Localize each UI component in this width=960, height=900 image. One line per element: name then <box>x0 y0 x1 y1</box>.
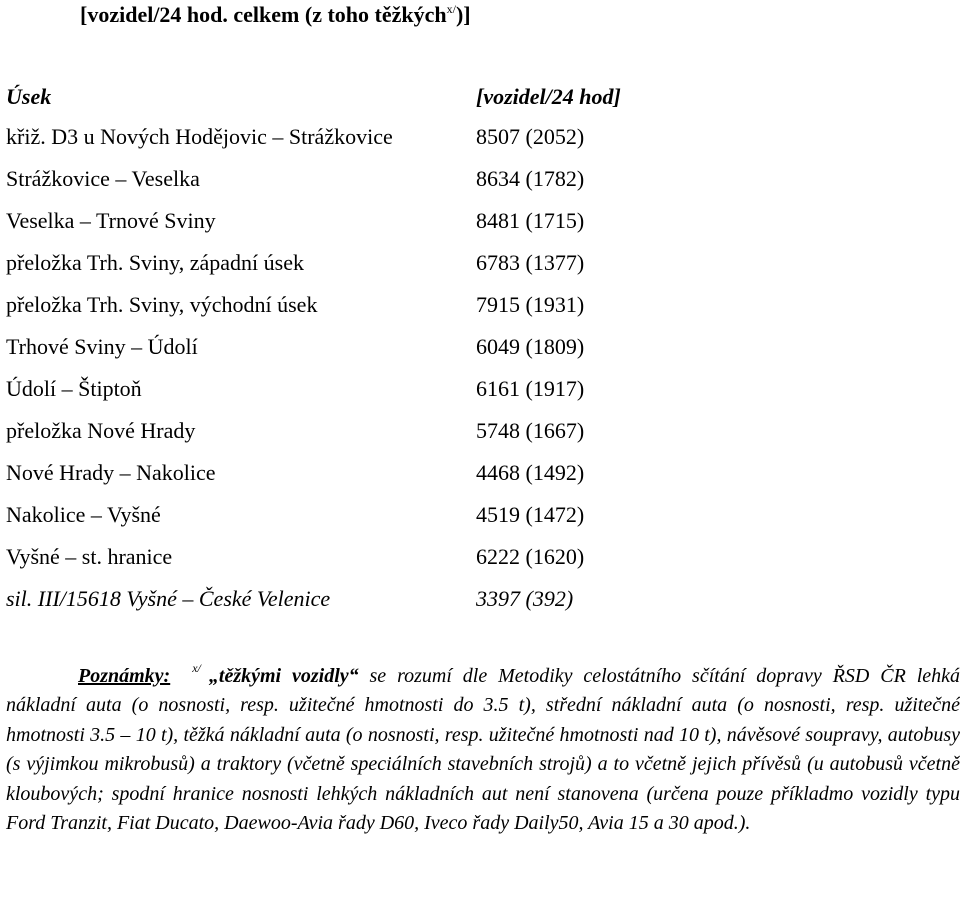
table-row <box>0 460 960 490</box>
section-cell: křiž. D3 u Nových Hodějovic – Strážkovice <box>6 124 393 149</box>
heading-footnote-marker: x/ <box>446 2 456 16</box>
traffic-value-cell: 6049 (1809) <box>476 334 585 359</box>
traffic-value-cell: 7915 (1931) <box>476 292 585 317</box>
table-heading <box>80 2 471 28</box>
traffic-value-cell: 8507 (2052) <box>476 124 585 149</box>
table-row <box>0 544 960 574</box>
notes-label: Poznámky: <box>78 665 171 687</box>
section-cell: sil. III/15618 Vyšné – České Velenice <box>6 586 331 611</box>
traffic-value-cell: 4468 (1492) <box>476 460 585 485</box>
section-cell: Údolí – Štiptoň <box>6 376 142 401</box>
section-cell: přeložka Nové Hrady <box>6 418 196 443</box>
table-row <box>0 166 960 196</box>
traffic-value-cell: 8634 (1782) <box>476 166 585 191</box>
traffic-value-cell: 5748 (1667) <box>476 418 585 443</box>
notes-footnote-marker: x/ <box>192 661 201 675</box>
table-row <box>0 292 960 322</box>
table-row <box>0 124 960 154</box>
table-row <box>0 418 960 448</box>
column-header-section: Úsek <box>6 84 52 109</box>
section-cell: Nakolice – Vyšné <box>6 502 161 527</box>
table-row <box>0 586 960 616</box>
section-cell: Strážkovice – Veselka <box>6 166 200 191</box>
traffic-value-cell: 6222 (1620) <box>476 544 585 569</box>
section-cell: Trhové Sviny – Údolí <box>6 334 198 359</box>
traffic-value-cell: 3397 (392) <box>476 586 574 611</box>
table-row <box>0 502 960 532</box>
heading-suffix: )] <box>455 2 471 27</box>
column-header-traffic: [vozidel/24 hod] <box>476 84 621 109</box>
section-cell: Vyšné – st. hranice <box>6 544 173 569</box>
table-row <box>0 334 960 364</box>
section-cell: Nové Hrady – Nakolice <box>6 460 216 485</box>
section-cell: přeložka Trh. Sviny, východní úsek <box>6 292 318 317</box>
traffic-value-cell: 6783 (1377) <box>476 250 585 275</box>
table-row <box>0 376 960 406</box>
notes-term: „těžkými vozidly“ <box>208 665 359 687</box>
section-cell: přeložka Trh. Sviny, západní úsek <box>6 250 304 275</box>
traffic-value-cell: 8481 (1715) <box>476 208 585 233</box>
notes-text: se rozumí dle Metodiky celostátního sčítání dopravy ŘSD ČR lehká nákladní auta (o nosnosti, resp. užitečné hmotnosti do 3.5 t), střední nákladní auta (o nosnosti, resp. užitečné hmotnosti 3.5 – 10 t), těžká nákladní auta (o nosnosti, resp. užitečné hmotnosti nad 10 t), návěsové soupravy, autobusy (s výjimkou mikrobusů) a traktory (včetně speciálních stavebních strojů) a to včetně jejich přívěsů (u autobusů včetně kloubových; spodní hranice nosnosti lehkých nákladních aut není stanovena (určena pouze příkladmo vozidly typu Ford Tranzit, Fiat Ducato, Daewoo-Avia řady D60, Iveco řady Daily50, Avia 15 a 30 apod.). <box>6 665 960 835</box>
table-row <box>0 250 960 280</box>
table-row <box>0 208 960 238</box>
section-cell: Veselka – Trnové Sviny <box>6 208 216 233</box>
heading-text: [vozidel/24 hod. celkem (z toho těžkých <box>80 2 447 27</box>
traffic-value-cell: 4519 (1472) <box>476 502 585 527</box>
notes-paragraph <box>6 662 960 838</box>
traffic-value-cell: 6161 (1917) <box>476 376 585 401</box>
